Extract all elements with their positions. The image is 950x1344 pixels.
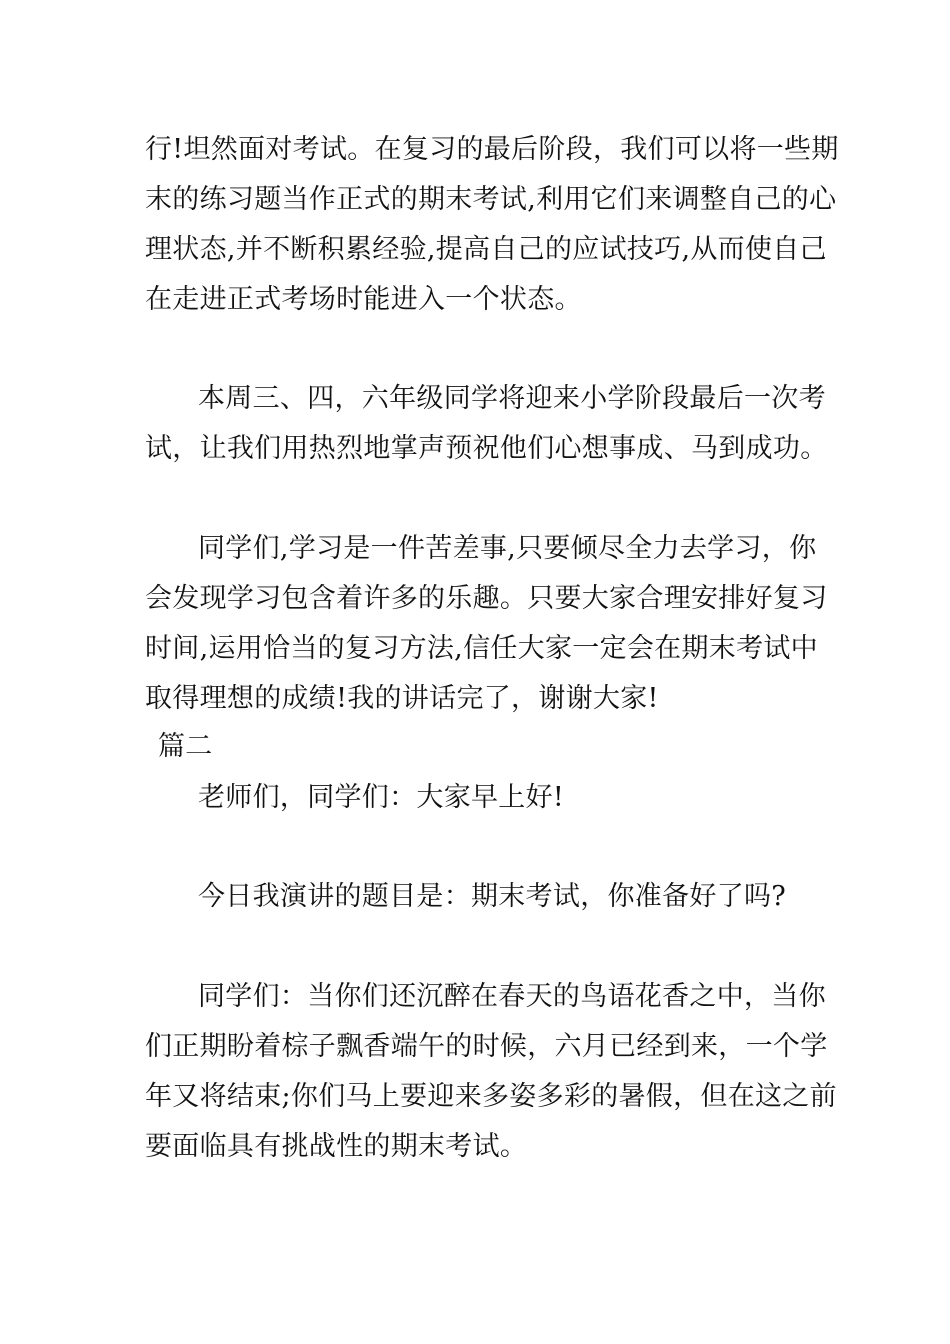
paragraph-2-line-2: 试，让我们用热烈地掌声预祝他们心想事成、马到成功。: [145, 433, 828, 464]
paragraph-4-line-1: 同学们：当你们还沉醉在春天的鸟语花香之中，当你: [198, 981, 826, 1012]
paragraph-3-line-2: 会发现学习包含着许多的乐趣。只要大家合理安排好复习: [145, 583, 828, 614]
topic-line: 今日我演讲的题目是：期末考试，你准备好了吗?: [198, 881, 787, 912]
paragraph-1-line-3: 理状态,并不断积累经验,提高自己的应试技巧,从而使自己: [145, 234, 827, 265]
paragraph-4-line-4: 要面临具有挑战性的期末考试。: [145, 1131, 528, 1162]
paragraph-4-line-3: 年又将结束;你们马上要迎来多姿多彩的暑假，但在这之前: [145, 1081, 837, 1112]
paragraph-1-line-1: 行!坦然面对考试。在复习的最后阶段，我们可以将一些期: [145, 134, 839, 165]
paragraph-4-line-2: 们正期盼着棕子飘香端午的时候，六月已经到来，一个学: [145, 1031, 828, 1062]
paragraph-3-line-1: 同学们,学习是一件苦差事,只要倾尽全力去学习，你: [198, 533, 817, 564]
paragraph-2-line-1: 本周三、四，六年级同学将迎来小学阶段最后一次考: [198, 383, 826, 414]
paragraph-3-line-3: 时间,运用恰当的复习方法,信任大家一定会在期末考试中: [145, 633, 818, 664]
paragraph-3-line-4: 取得理想的成绩!我的讲话完了，谢谢大家!: [145, 683, 659, 714]
greeting-line: 老师们，同学们：大家早上好!: [198, 782, 565, 813]
section-heading: 篇二: [158, 731, 213, 762]
paragraph-1-line-4: 在走进正式考场时能进入一个状态。: [145, 284, 582, 315]
paragraph-1-line-2: 末的练习题当作正式的期末考试,利用它们来调整自己的心: [145, 184, 837, 215]
